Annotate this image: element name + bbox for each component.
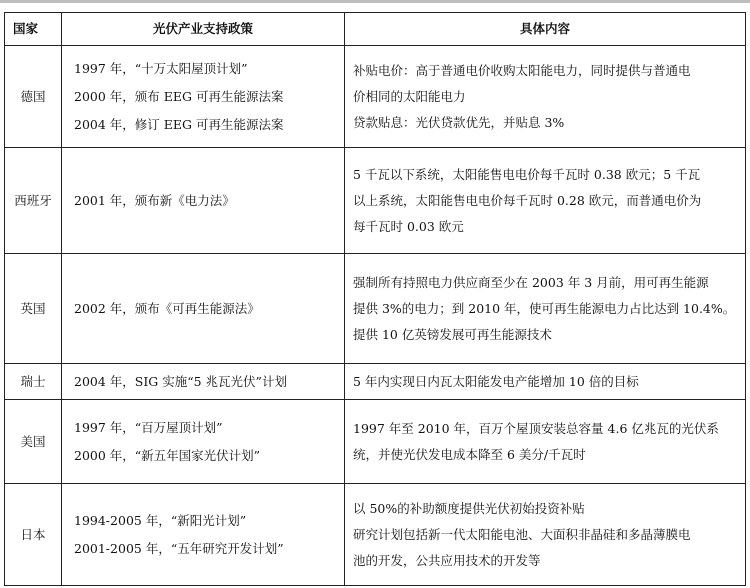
policy-cell xyxy=(62,364,345,400)
policy-cell xyxy=(62,484,345,586)
policy-table xyxy=(4,12,746,586)
header-row xyxy=(5,13,746,46)
country-cell: 西班牙 xyxy=(5,148,62,254)
policy-line: 2000 年，“新五年国家光伏计划” xyxy=(74,447,261,463)
table-row xyxy=(5,484,746,586)
policy-line: 1994-2005 年，“新阳光计划” xyxy=(74,512,247,528)
country-cell: 美国 xyxy=(5,400,62,484)
content-cell xyxy=(345,400,746,484)
policy-line: 2001 年，颁布新《电力法》 xyxy=(74,192,235,208)
content-cell xyxy=(345,148,746,254)
content-line: 1997 年至 2010 年，百万个屋顶安装总容量 4.6 亿兆瓦的光伏系 xyxy=(353,420,719,436)
table-row xyxy=(5,46,746,148)
content-line: 5 千瓦以下系统，太阳能售电电价每千瓦时 0.38 欧元；5 千瓦 xyxy=(353,166,701,182)
content-cell xyxy=(345,364,746,400)
country-cell: 英国 xyxy=(5,254,62,364)
policy-line: 2002 年，颁布《可再生能源法》 xyxy=(74,300,260,316)
table-row xyxy=(5,400,746,484)
country-cell: 瑞士 xyxy=(5,364,62,400)
content-line: 价相同的太阳能电力 xyxy=(353,88,466,104)
table-row xyxy=(5,364,746,400)
content-line: 提供 3%的电力；到 2010 年，使可再生能源电力占比达到 10.4%。 xyxy=(353,300,736,316)
content-line: 5 年内实现日内瓦太阳能发电产能增加 10 倍的目标 xyxy=(353,373,639,389)
policy-line: 1997 年，“百万屋顶计划” xyxy=(74,419,223,435)
content-line: 池的开发，公共应用技术的开发等 xyxy=(353,552,541,568)
content-cell xyxy=(345,46,746,148)
policy-cell xyxy=(62,254,345,364)
policy-line: 2004 年，修订 EEG 可再生能源法案 xyxy=(74,116,284,132)
content-line: 补贴电价：高于普通电价收购太阳能电力，同时提供与普通电 xyxy=(353,62,691,78)
content-line: 贷款贴息：光伏贷款优先，并贴息 3% xyxy=(353,114,565,130)
content-line: 以上系统，太阳能售电电价每千瓦时 0.28 欧元，而普通电价为 xyxy=(353,192,702,208)
content-line: 以 50%的补助额度提供光伏初始投资补贴 xyxy=(353,500,585,516)
country-cell: 日本 xyxy=(5,484,62,586)
content-line: 每千瓦时 0.03 欧元 xyxy=(353,218,464,234)
content-line: 提供 10 亿英镑发展可再生能源技术 xyxy=(353,326,552,342)
policy-line: 1997 年，“十万太阳屋顶计划” xyxy=(74,60,248,76)
header-policy: 光伏产业支持政策 xyxy=(62,13,345,46)
policy-cell xyxy=(62,46,345,148)
table-row xyxy=(5,148,746,254)
policy-cell xyxy=(62,400,345,484)
policy-cell xyxy=(62,148,345,254)
content-cell xyxy=(345,254,746,364)
policy-line: 2001-2005 年，“五年研究开发计划” xyxy=(74,540,284,556)
country-cell: 德国 xyxy=(5,46,62,148)
content-cell xyxy=(345,484,746,586)
table-row xyxy=(5,254,746,364)
policy-line: 2004 年，SIG 实施“5 兆瓦光伏”计划 xyxy=(74,373,287,389)
top-border xyxy=(0,0,750,3)
header-content: 具体内容 xyxy=(345,13,746,46)
content-line: 强制所有持照电力供应商至少在 2003 年 3 月前，用可再生能源 xyxy=(353,274,709,290)
policy-line: 2000 年，颁布 EEG 可再生能源法案 xyxy=(74,88,284,104)
header-country: 国家 xyxy=(5,13,62,46)
content-line: 统，并使光伏发电成本降至 6 美分/千瓦时 xyxy=(353,446,586,462)
content-line: 研究计划包括新一代太阳能电池、大面积非晶硅和多晶薄膜电 xyxy=(353,526,691,542)
